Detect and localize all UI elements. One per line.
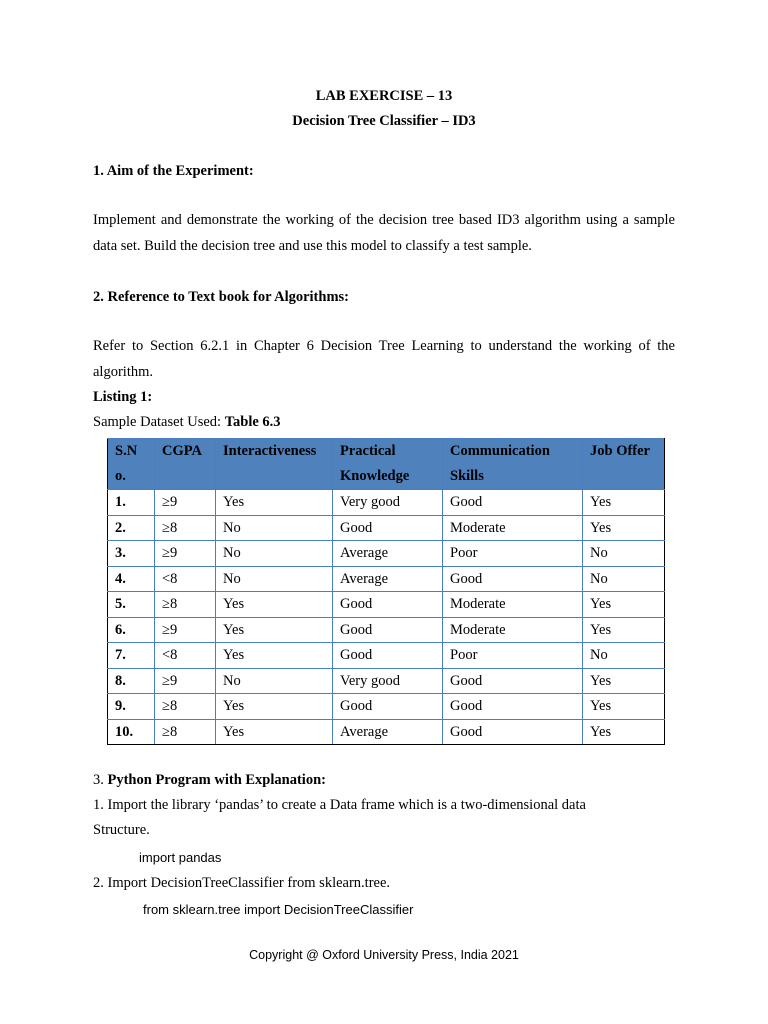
table-row [108, 617, 665, 643]
step-2-text: 2. Import DecisionTreeClassifier from sklearn.tree. [93, 875, 391, 891]
cell-cgpa: ≥9 [155, 617, 216, 643]
table-row [108, 515, 665, 541]
cell-sno: 7. [108, 643, 155, 669]
cell-communication-skills: Good [443, 694, 583, 720]
dataset-table-ref: Table 6.3 [224, 414, 281, 430]
cell-interactiveness: Yes [216, 592, 333, 618]
cell-job-offer: Yes [583, 515, 665, 541]
cell-practical-knowledge: Good [333, 592, 443, 618]
table-row [108, 541, 665, 567]
cell-interactiveness: No [216, 541, 333, 567]
table-body [108, 490, 665, 745]
cell-cgpa: ≥9 [155, 541, 216, 567]
cell-sno: 4. [108, 566, 155, 592]
cell-sno: 3. [108, 541, 155, 567]
table-row [108, 592, 665, 618]
cell-cgpa: ≥8 [155, 719, 216, 745]
dataset-table [107, 438, 665, 745]
column-header-job-offer: Job Offer [583, 439, 665, 490]
cell-interactiveness: Yes [216, 694, 333, 720]
cell-cgpa: ≥8 [155, 592, 216, 618]
cell-cgpa: ≥9 [155, 490, 216, 516]
cell-practical-knowledge: Good [333, 643, 443, 669]
cell-sno: 5. [108, 592, 155, 618]
table-row [108, 490, 665, 516]
cell-job-offer: No [583, 541, 665, 567]
table-row [108, 694, 665, 720]
cell-job-offer: No [583, 566, 665, 592]
column-header-sno: S.N o. [108, 439, 155, 490]
cell-practical-knowledge: Average [333, 541, 443, 567]
cell-practical-knowledge: Very good [333, 668, 443, 694]
cell-sno: 8. [108, 668, 155, 694]
column-header-practical-knowledge: Practical Knowledge [333, 439, 443, 490]
code-import-decision-tree: from sklearn.tree import DecisionTreeClassifier [143, 902, 414, 917]
cell-job-offer: Yes [583, 592, 665, 618]
cell-communication-skills: Good [443, 719, 583, 745]
cell-practical-knowledge: Very good [333, 490, 443, 516]
cell-communication-skills: Good [443, 490, 583, 516]
cell-cgpa: <8 [155, 566, 216, 592]
table-header-row [108, 439, 665, 490]
cell-practical-knowledge: Average [333, 719, 443, 745]
cell-job-offer: No [583, 643, 665, 669]
step-1-text-continued: Structure. [93, 822, 150, 838]
dataset-caption [93, 414, 281, 431]
page-title: LAB EXERCISE – 13 [315, 88, 453, 104]
cell-practical-knowledge: Average [333, 566, 443, 592]
table-row [108, 668, 665, 694]
cell-interactiveness: No [216, 668, 333, 694]
cell-sno: 2. [108, 515, 155, 541]
section-2-heading: 2. Reference to Text book for Algorithms: [93, 289, 350, 305]
cell-communication-skills: Moderate [443, 617, 583, 643]
dataset-caption-prefix: Sample Dataset Used: [93, 414, 225, 430]
cell-job-offer: Yes [583, 668, 665, 694]
column-header-cgpa: CGPA [155, 439, 216, 490]
section-3-heading [93, 772, 326, 789]
section-1-text: Implement and demonstrate the working of the decision tree based ID3 algorithm using a sample data set. Build the decision tree and use this model to classify a test sample. [93, 212, 675, 254]
section-3-number: 3. [93, 772, 108, 788]
cell-communication-skills: Good [443, 566, 583, 592]
cell-job-offer: Yes [583, 617, 665, 643]
section-1-heading: 1. Aim of the Experiment: [93, 163, 254, 179]
cell-interactiveness: Yes [216, 643, 333, 669]
cell-sno: 10. [108, 719, 155, 745]
section-3-title: Python Program with Explanation: [107, 772, 326, 788]
cell-sno: 1. [108, 490, 155, 516]
step-1-text: 1. Import the library ‘pandas’ to create a Data frame which is a two-dimensional data [93, 797, 586, 813]
cell-communication-skills: Moderate [443, 592, 583, 618]
table-row [108, 643, 665, 669]
cell-cgpa: ≥9 [155, 668, 216, 694]
cell-cgpa: ≥8 [155, 694, 216, 720]
code-import-pandas: import pandas [139, 850, 222, 865]
cell-interactiveness: Yes [216, 490, 333, 516]
cell-communication-skills: Moderate [443, 515, 583, 541]
cell-interactiveness: Yes [216, 719, 333, 745]
cell-job-offer: Yes [583, 719, 665, 745]
section-2-text: Refer to Section 6.2.1 in Chapter 6 Decision Tree Learning to understand the working of the algorithm. [93, 338, 675, 380]
cell-cgpa: <8 [155, 643, 216, 669]
cell-job-offer: Yes [583, 694, 665, 720]
table-row [108, 566, 665, 592]
listing-label: Listing 1: [93, 389, 153, 405]
cell-practical-knowledge: Good [333, 694, 443, 720]
page-subtitle: Decision Tree Classifier – ID3 [292, 113, 476, 129]
cell-sno: 9. [108, 694, 155, 720]
table-row [108, 719, 665, 745]
cell-communication-skills: Poor [443, 541, 583, 567]
cell-practical-knowledge: Good [333, 515, 443, 541]
column-header-communication-skills: Communication Skills [443, 439, 583, 490]
cell-communication-skills: Good [443, 668, 583, 694]
cell-job-offer: Yes [583, 490, 665, 516]
cell-practical-knowledge: Good [333, 617, 443, 643]
cell-sno: 6. [108, 617, 155, 643]
column-header-interactiveness: Interactiveness [216, 439, 333, 490]
cell-interactiveness: Yes [216, 617, 333, 643]
cell-interactiveness: No [216, 515, 333, 541]
cell-communication-skills: Poor [443, 643, 583, 669]
footer-copyright: Copyright @ Oxford University Press, India 2021 [249, 948, 519, 962]
cell-cgpa: ≥8 [155, 515, 216, 541]
cell-interactiveness: No [216, 566, 333, 592]
